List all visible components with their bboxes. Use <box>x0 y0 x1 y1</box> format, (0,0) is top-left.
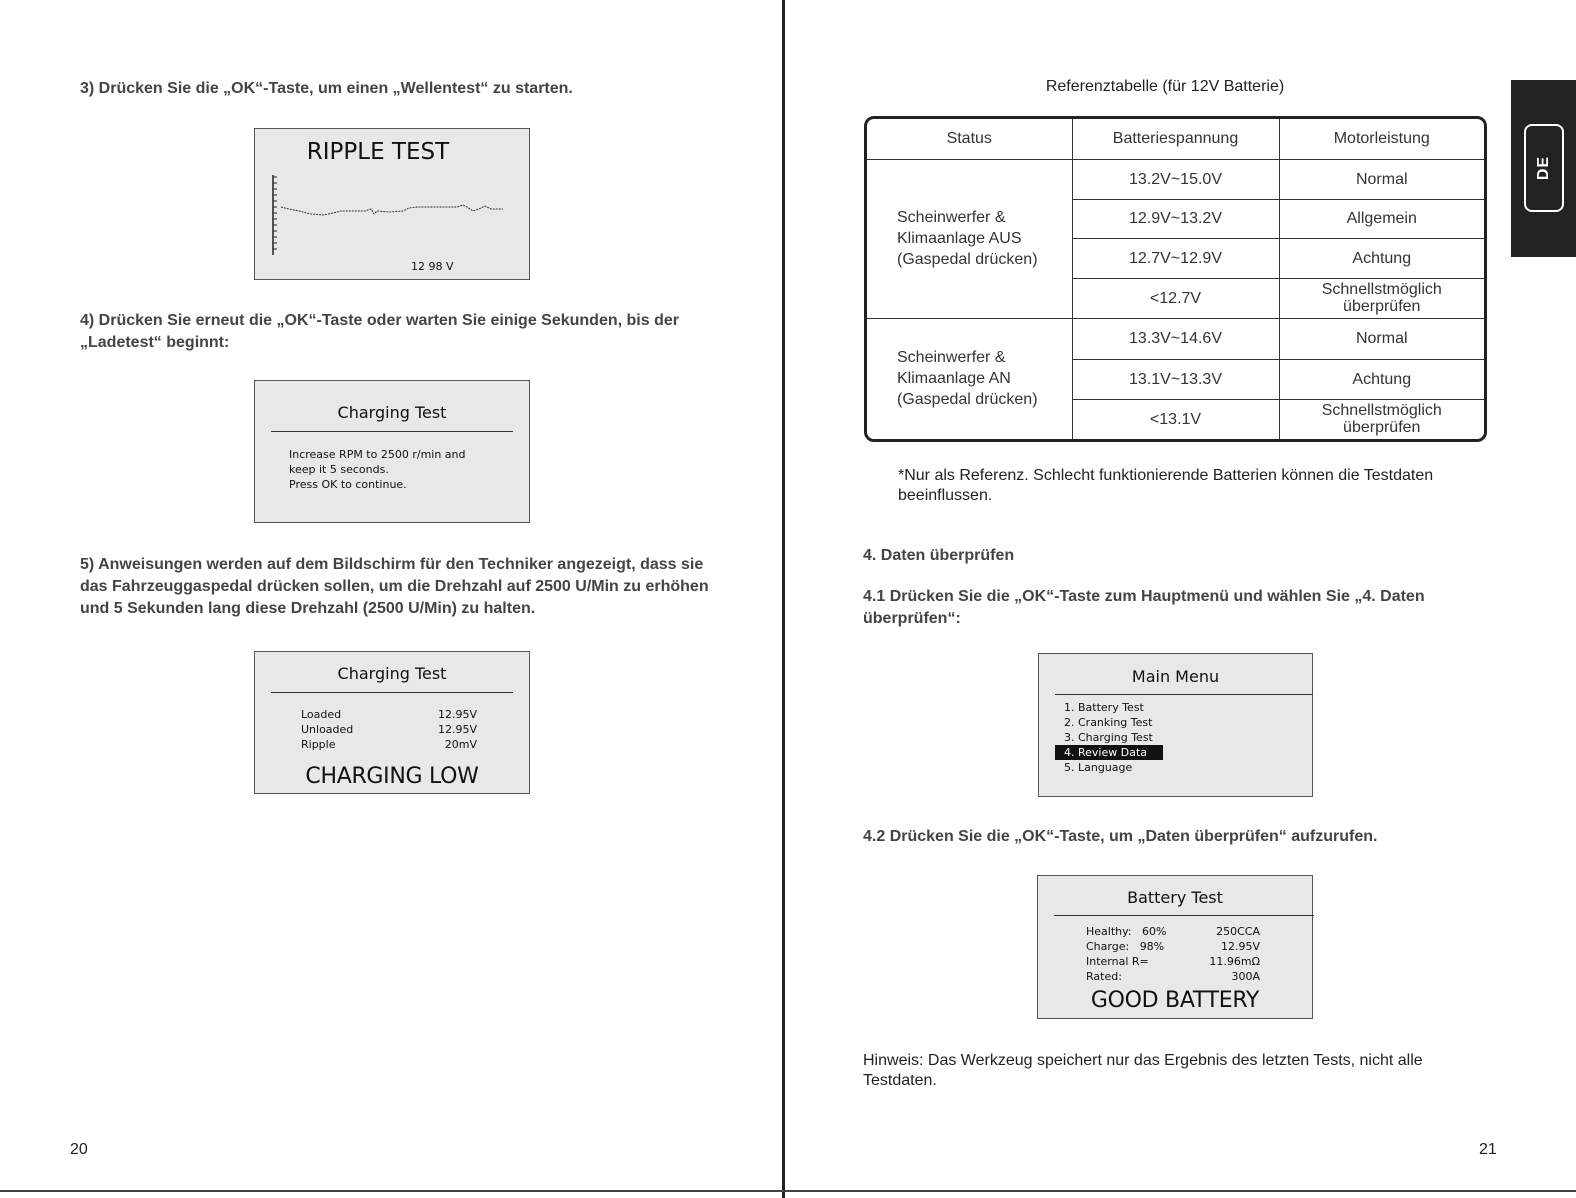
voltage-cell: 12.7V~12.9V <box>1072 238 1279 278</box>
reading-row <box>301 707 477 722</box>
charging-screen-1-title: Charging Test <box>337 403 447 422</box>
menu-item-selected: 4. Review Data <box>1055 745 1163 760</box>
reading-value: 12.95V <box>1220 940 1260 953</box>
table-footnote: *Nur als Referenz. Schlecht funktionierende Batterien können die Testdaten beeinflussen. <box>898 467 1434 504</box>
reading-label: Healthy: <box>1086 925 1132 938</box>
screen-divider <box>1055 694 1313 695</box>
reading-row <box>1086 924 1260 939</box>
power-cell: Normal <box>1279 318 1484 359</box>
power-cell: Achtung <box>1279 359 1484 399</box>
reading-label: Loaded <box>301 708 342 721</box>
instruction-line: keep it 5 seconds. <box>289 463 389 476</box>
reading-row <box>1086 939 1260 954</box>
section-title: 4. Daten überprüfen <box>863 547 1015 564</box>
charging-screen-2-title: Charging Test <box>337 664 447 683</box>
status-cell: Scheinwerfer & Klimaanlage AUS (Gaspedal drücken) <box>867 159 1072 318</box>
charging-instructions <box>289 447 466 492</box>
language-tab <box>1511 80 1576 257</box>
hint-text: Hinweis: Das Werkzeug speichert nur das Ergebnis des letzten Tests, nicht alle Testdaten. <box>863 1052 1423 1089</box>
voltage-cell: 12.9V~13.2V <box>1072 199 1279 238</box>
reference-table <box>864 116 1487 442</box>
menu-item: 1. Battery Test <box>1064 701 1144 714</box>
reading-label: Internal R= <box>1086 955 1149 968</box>
power-cell: Normal <box>1279 159 1484 199</box>
instruction-line: Press OK to continue. <box>289 478 407 491</box>
table-header-voltage: Batteriespannung <box>1072 119 1279 159</box>
reading-value: 300A <box>1231 970 1260 983</box>
battery-result: GOOD BATTERY <box>1090 988 1260 1013</box>
reading-value: 12.95V <box>437 708 477 721</box>
screen-divider <box>271 431 513 432</box>
battery-test-screen <box>1037 875 1313 1019</box>
screen-divider <box>271 692 513 693</box>
reading-label: Charge: <box>1086 940 1130 953</box>
step-5-text: 5) Anweisungen werden auf dem Bildschirm für den Techniker angezeigt, dass sie das Fahrzeuggaspedal drücken sollen, um die Drehzahl auf 2500 U/Min zu erhöhen und 5 Sekunden lang diese Drehzahl (2500 U/Min) zu halten. <box>80 556 709 617</box>
reading-label: Rated: <box>1086 970 1122 983</box>
reading-row <box>1086 969 1260 984</box>
charging-result: CHARGING LOW <box>305 764 479 789</box>
table-header-power: Motorleistung <box>1279 119 1484 159</box>
reading-label: Ripple <box>301 738 336 751</box>
page-number-left: 20 <box>70 1141 88 1158</box>
reading-row <box>301 737 477 752</box>
page-number-right: 21 <box>1479 1141 1497 1158</box>
step-4-1-text: 4.1 Drücken Sie die „OK“-Taste zum Hauptmenü und wählen Sie „4. Daten überprüfen“: <box>863 588 1425 627</box>
table-header-status: Status <box>867 119 1072 159</box>
reading-row <box>301 722 477 737</box>
charging-test-screen-1 <box>254 380 530 523</box>
ripple-waveform <box>267 171 517 261</box>
power-cell: Schnellstmöglich überprüfen <box>1279 399 1484 439</box>
reading-value: 250CCA <box>1216 925 1260 938</box>
menu-item: 2. Cranking Test <box>1064 716 1153 729</box>
instruction-line: Increase RPM to 2500 r/min and <box>289 448 466 461</box>
ripple-test-screen <box>254 128 530 280</box>
bottom-rule <box>0 1190 1576 1192</box>
reading-label: Unloaded <box>301 723 354 736</box>
main-menu-title: Main Menu <box>1131 667 1220 686</box>
menu-item: 5. Language <box>1064 761 1133 774</box>
battery-readings <box>1086 924 1260 984</box>
reading-value: 20mV <box>444 738 477 751</box>
language-tab-frame <box>1524 124 1564 212</box>
language-tab-label: DE <box>1534 155 1552 181</box>
step-3-text: 3) Drücken Sie die „OK“-Taste, um einen „Wellentest“ zu starten. <box>80 80 573 97</box>
page-spine <box>782 0 785 1198</box>
reading-row <box>1086 954 1260 969</box>
power-cell: Allgemein <box>1279 199 1484 238</box>
charging-readings <box>301 707 477 752</box>
power-cell: Achtung <box>1279 238 1484 278</box>
battery-screen-title: Battery Test <box>1127 888 1223 907</box>
step-4-2-text: 4.2 Drücken Sie die „OK“-Taste, um „Daten überprüfen“ aufzurufen. <box>863 828 1378 845</box>
voltage-cell: <12.7V <box>1072 278 1279 318</box>
ripple-screen-title: RIPPLE TEST <box>306 139 450 165</box>
reading-extra: 60% <box>1142 925 1167 938</box>
power-cell: Schnellstmöglich überprüfen <box>1279 278 1484 318</box>
reading-extra: 98% <box>1139 940 1165 953</box>
ripple-voltage: 12 98 V <box>411 260 454 273</box>
table-caption: Referenztabelle (für 12V Batterie) <box>1045 78 1285 95</box>
reading-value: 12.95V <box>437 723 477 736</box>
status-cell: Scheinwerfer & Klimaanlage AN (Gaspedal drücken) <box>867 318 1072 439</box>
menu-item: 3. Charging Test <box>1064 731 1153 744</box>
voltage-cell: 13.2V~15.0V <box>1072 159 1279 199</box>
voltage-cell: 13.1V~13.3V <box>1072 359 1279 399</box>
voltage-cell: <13.1V <box>1072 399 1279 439</box>
voltage-cell: 13.3V~14.6V <box>1072 318 1279 359</box>
step-4-text: 4) Drücken Sie erneut die „OK“-Taste oder warten Sie einige Sekunden, bis der „Ladetest“ beginnt: <box>80 312 679 351</box>
reading-value: 11.96mΩ <box>1209 955 1260 968</box>
charging-test-screen-2 <box>254 651 530 794</box>
main-menu-screen <box>1038 653 1313 797</box>
screen-divider <box>1054 915 1314 916</box>
